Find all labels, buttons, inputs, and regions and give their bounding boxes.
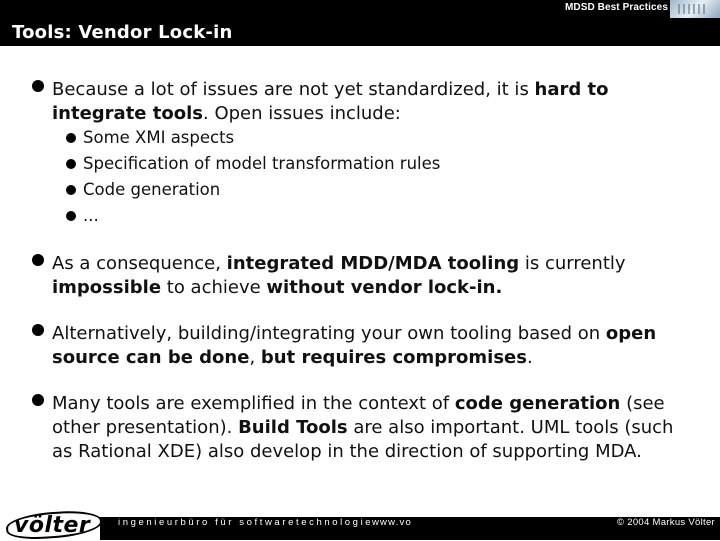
bold-text-run: but requires compromises <box>260 347 527 368</box>
logo-text: völter <box>14 513 91 538</box>
sub-bullet-4 <box>66 206 626 226</box>
bold-text-run: open source can be done <box>52 323 657 368</box>
sub-bullet-text: Some XMI aspects <box>83 128 235 147</box>
text-run: to achieve <box>161 277 267 298</box>
bullet-icon <box>32 80 44 92</box>
sub-bullet-icon <box>66 211 76 221</box>
text-run: . <box>526 347 533 368</box>
bullet-icon <box>32 324 44 336</box>
bullet-text <box>52 252 692 300</box>
text-run: is currently <box>519 253 626 274</box>
slide-header <box>0 0 720 46</box>
text-run: . Open issues include: <box>203 103 401 124</box>
text-run: (see other presentation). <box>52 393 665 438</box>
footer-copyright: © 2004 Markus Völter <box>617 517 716 528</box>
sub-bullet-text: ... <box>83 206 99 225</box>
voelter-logo <box>0 510 100 540</box>
sub-bullet-icon <box>66 133 76 143</box>
bullet-text <box>52 392 692 464</box>
series-badge: MDSD Best Practices <box>564 2 668 13</box>
text-run: Many tools are exemplified in the context of <box>52 393 455 414</box>
bullet-text <box>52 322 692 370</box>
footer-url: www.vo <box>372 517 412 528</box>
bullet-icon <box>32 394 44 406</box>
bold-text-run: Build Tools <box>238 417 348 438</box>
text-run: are also important. UML tools (such as Rational XDE) also develop in the direction of supporting MDA. <box>52 417 674 462</box>
bullet-2 <box>32 252 692 300</box>
text-run: , <box>249 347 261 368</box>
bold-text-run: code generation <box>454 393 621 414</box>
bold-text-run: integrated MDD/MDA tooling <box>226 253 520 274</box>
sub-bullet-3 <box>66 180 626 200</box>
sub-bullet-icon <box>66 185 76 195</box>
sub-bullet-icon <box>66 159 76 169</box>
text-run: Because a lot of issues are not yet standardized, it is <box>52 79 535 100</box>
text-run: Alternatively, building/integrating your own tooling based on <box>52 323 606 344</box>
bold-text-run: hard to integrate tools <box>52 79 609 124</box>
slide-title: Tools: Vendor Lock-in <box>12 22 233 43</box>
text-run: As a consequence, <box>52 253 227 274</box>
bold-text-run: impossible <box>52 277 162 298</box>
sub-bullet-2 <box>66 154 626 174</box>
bullet-1 <box>32 78 692 126</box>
bullet-4 <box>32 392 692 464</box>
bullet-icon <box>32 254 44 266</box>
header-thumbnail-image <box>670 0 720 18</box>
bullet-3 <box>32 322 692 370</box>
sub-bullet-1 <box>66 128 626 148</box>
sub-bullet-text: Specification of model transformation rules <box>83 154 441 173</box>
sub-bullet-text: Code generation <box>83 180 221 199</box>
bold-text-run: without vendor lock-in. <box>266 277 503 298</box>
footer-tagline: ingenieurbüro für softwaretechnologie <box>118 517 374 528</box>
bullet-text <box>52 78 692 126</box>
